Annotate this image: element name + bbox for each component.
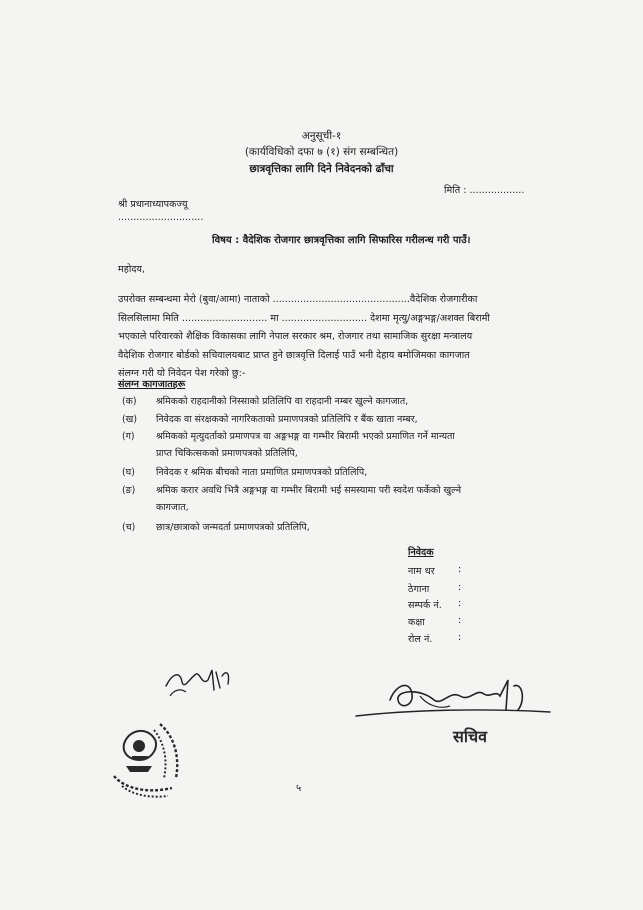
body-line: उपरोक्त सम्बन्धमा मेरो (बुवा/आमा) नाताको .............................................वैदेशिक रोजगारीका xyxy=(118,294,478,305)
enclosure-text: कागजात, xyxy=(156,502,189,513)
enclosure-text: प्राप्त चिकित्सकको प्रमाणपत्रको प्रतिलिपि, xyxy=(156,448,298,459)
handwritten-initials xyxy=(160,660,240,700)
field-colon: : xyxy=(458,632,462,643)
field-colon: : xyxy=(458,582,462,593)
field-colon: : xyxy=(458,615,462,626)
addressee-title: श्री प्रधानाध्यापकज्यू xyxy=(118,199,188,210)
official-seal-stamp xyxy=(106,716,186,800)
enclosure-label: (घ) xyxy=(122,467,135,478)
date-line: मिति : .................. xyxy=(444,185,525,196)
field-label: नाम थर xyxy=(408,566,435,577)
field-label: सम्पर्क नं. xyxy=(408,600,442,611)
enclosure-text: निवेदक र श्रमिक बीचको नाता प्रमाणित प्रमाणपत्रको प्रतिलिपि, xyxy=(156,467,368,478)
body-line: वैदेशिक रोजगार बोर्डको सचिवालयबाट प्राप्त हुने छात्रवृत्ति दिलाई पाउँ भनी देहाय बमोजिमका कागजात xyxy=(118,349,470,361)
body-line: सिलसिलामा मिति ............................ मा ............................ देशमा मृत्यु/अङ्गभङ्ग/अशक्त बिरामी xyxy=(118,312,490,324)
form-title: छात्रवृत्तिका लागि दिने निवेदनको ढाँचा xyxy=(249,163,394,175)
enclosure-label: (ख) xyxy=(122,414,137,425)
body-paragraph xyxy=(118,291,530,384)
rule-reference: (कार्यविधिको दफा ७ (१) संग सम्बन्धित) xyxy=(244,146,399,158)
enclosure-label: (क) xyxy=(122,396,137,407)
field-colon: : xyxy=(458,564,462,575)
field-label: रोल नं. xyxy=(408,634,433,645)
enclosure-text: श्रमिकको मृत्युदर्ताको प्रमाणपत्र वा अङ्गभङ्ग वा गम्भीर बिरामी भएको प्रमाणित गर्ने मान्यता xyxy=(156,431,455,442)
enclosure-text: निवेदक वा संरक्षकको नागरिकताको प्रमाणपत्रको प्रतिलिपि र बैंक खाता नम्बर, xyxy=(156,414,418,425)
enclosure-text: छात्र/छात्राको जन्मदर्ता प्रमाणपत्रको प्रतिलिपि, xyxy=(156,522,310,533)
enclosure-text: श्रमिकको राहदानीको निस्साको प्रतिलिपि वा राहदानी नम्बर खुल्ने कागजात, xyxy=(156,396,409,407)
subject-line: विषय : वैदेशिक रोजगार छात्रवृत्तिका लागि सिफारिस गरीलन्ध गरी पाउँ। xyxy=(212,235,471,246)
secretary-label: सचिव xyxy=(453,727,488,746)
salutation: महोदय, xyxy=(118,264,146,275)
field-label: कक्षा xyxy=(408,617,425,628)
enclosure-label: (च) xyxy=(122,522,136,533)
schedule-number: अनुसूची-१ xyxy=(301,130,342,142)
body-line: भएकाले परिवारको शैक्षिक विकासका लागि नेपाल सरकार श्रम, रोजगार तथा सामाजिक सुरक्षा मन्त्रालय xyxy=(118,331,473,342)
addressee-dots: ............................ xyxy=(118,212,204,223)
enclosures-heading: संलग्न कागजातहरू xyxy=(118,379,186,390)
body-line: संलग्न गरी यो निवेदन पेश गरेको छु:- xyxy=(118,368,246,379)
page-number: ५ xyxy=(296,783,302,794)
enclosure-label: (ङ) xyxy=(122,485,136,496)
enclosure-text: श्रमिक करार अवधि भित्रै अङ्गभङ्ग वा गम्भीर बिरामी भई समस्यामा परी स्वदेश फर्केको खुल्ने xyxy=(156,485,462,496)
secretary-signature xyxy=(350,670,560,730)
field-label: ठेगाना xyxy=(408,584,430,595)
enclosure-label: (ग) xyxy=(122,431,135,442)
applicant-heading: निवेदक xyxy=(408,547,434,558)
field-colon: : xyxy=(458,598,462,609)
